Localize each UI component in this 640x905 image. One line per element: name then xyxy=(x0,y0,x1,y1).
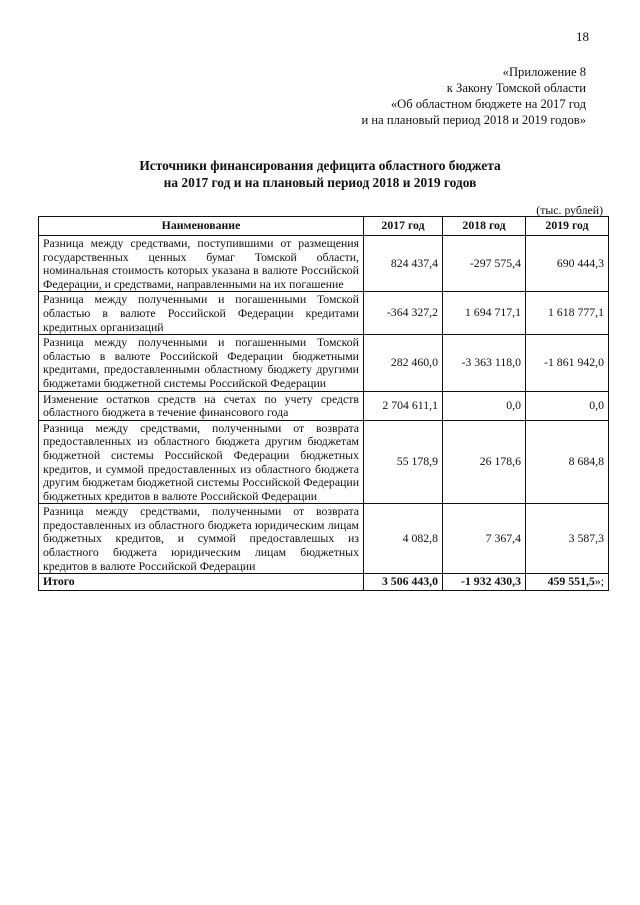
row-value-2017: 4 082,8 xyxy=(364,504,443,574)
header-2017: 2017 год xyxy=(364,217,443,236)
row-name: Разница между средствами, поступившими от размещения государственных ценных бумаг Томской области, номинальная стоимость которых указана в валюте Российской Федерации, и средствами, направленными на их погашение xyxy=(39,236,364,292)
total-value-2019-number: 459 551,5 xyxy=(547,574,595,589)
row-value-2017: 824 437,4 xyxy=(364,236,443,292)
table-row xyxy=(39,504,609,574)
appendix-line-3: «Об областном бюджете на 2017 год xyxy=(390,97,586,111)
row-value-2018: 26 178,6 xyxy=(443,420,526,504)
row-value-2017: -364 327,2 xyxy=(364,292,443,335)
row-name: Разница между полученными и погашенными Томской областью в валюте Российской Федерации кредитами кредитных организаций xyxy=(39,292,364,335)
row-value-2017: 55 178,9 xyxy=(364,420,443,504)
row-name: Разница между средствами, полученными от возврата предоставленных из областного бюджета другим бюджетам бюджетной системы Российской Федерации бюджетных кредитов, и суммой предоставленных из областного бюджета другим бюджетам бюджетной системы Российской Федерации бюджетных кредитов в валюте Российской Федерации xyxy=(39,420,364,504)
row-value-2019: 1 618 777,1 xyxy=(526,292,609,335)
row-value-2017: 282 460,0 xyxy=(364,335,443,391)
table-row xyxy=(39,420,609,504)
table-header-row xyxy=(39,217,609,236)
table-row xyxy=(39,236,609,292)
row-value-2019: -1 861 942,0 xyxy=(526,335,609,391)
table-row xyxy=(39,335,609,391)
closing-quote: »; xyxy=(594,574,604,589)
appendix-line-1: «Приложение 8 xyxy=(502,65,586,79)
page-number: 18 xyxy=(576,29,589,44)
row-name: Разница между средствами, полученными от возврата предоставленных из областного бюджета юридическим лицам бюджетных кредитов, и суммой предоставлешых из областного бюджета юридическим лицам бюджетных кредитов в валюте Российской Федерации xyxy=(39,504,364,574)
title-line-1: Источники финансирования дефицита областного бюджета xyxy=(139,158,501,173)
appendix-line-2: к Закону Томской области xyxy=(446,81,586,95)
appendix-line-4: и на плановый период 2018 и 2019 годов» xyxy=(361,113,586,127)
row-value-2018: 0,0 xyxy=(443,391,526,420)
document-title xyxy=(0,157,640,191)
units-note: (тыс. рублей) xyxy=(536,203,603,217)
row-value-2019: 0,0 xyxy=(526,391,609,420)
row-value-2019: 8 684,8 xyxy=(526,420,609,504)
total-label: Итого xyxy=(39,574,364,591)
row-value-2018: -297 575,4 xyxy=(443,236,526,292)
appendix-reference xyxy=(362,64,586,128)
row-value-2019: 3 587,3 xyxy=(526,504,609,574)
row-name: Разница между полученными и погашенными Томской областью в валюте Российской Федерации бюджетными кредитами, предоставленными областному бюджету другими бюджетами бюджетной системы Российской Федерации xyxy=(39,335,364,391)
total-value-2017: 3 506 443,0 xyxy=(364,574,443,591)
header-2018: 2018 год xyxy=(443,217,526,236)
table-row xyxy=(39,391,609,420)
header-name: Наименование xyxy=(39,217,364,236)
row-value-2018: -3 363 118,0 xyxy=(443,335,526,391)
budget-sources-table xyxy=(38,216,609,591)
total-value-2019 xyxy=(526,574,609,591)
header-2019: 2019 год xyxy=(526,217,609,236)
row-value-2018: 7 367,4 xyxy=(443,504,526,574)
row-value-2017: 2 704 611,1 xyxy=(364,391,443,420)
total-value-2018: -1 932 430,3 xyxy=(443,574,526,591)
row-value-2019: 690 444,3 xyxy=(526,236,609,292)
total-row xyxy=(39,574,609,591)
row-value-2018: 1 694 717,1 xyxy=(443,292,526,335)
table-row xyxy=(39,292,609,335)
title-line-2: на 2017 год и на плановый период 2018 и 2019 годов xyxy=(163,175,477,190)
row-name: Изменение остатков средств на счетах по учету средств областного бюджета в течение финансового года xyxy=(39,391,364,420)
